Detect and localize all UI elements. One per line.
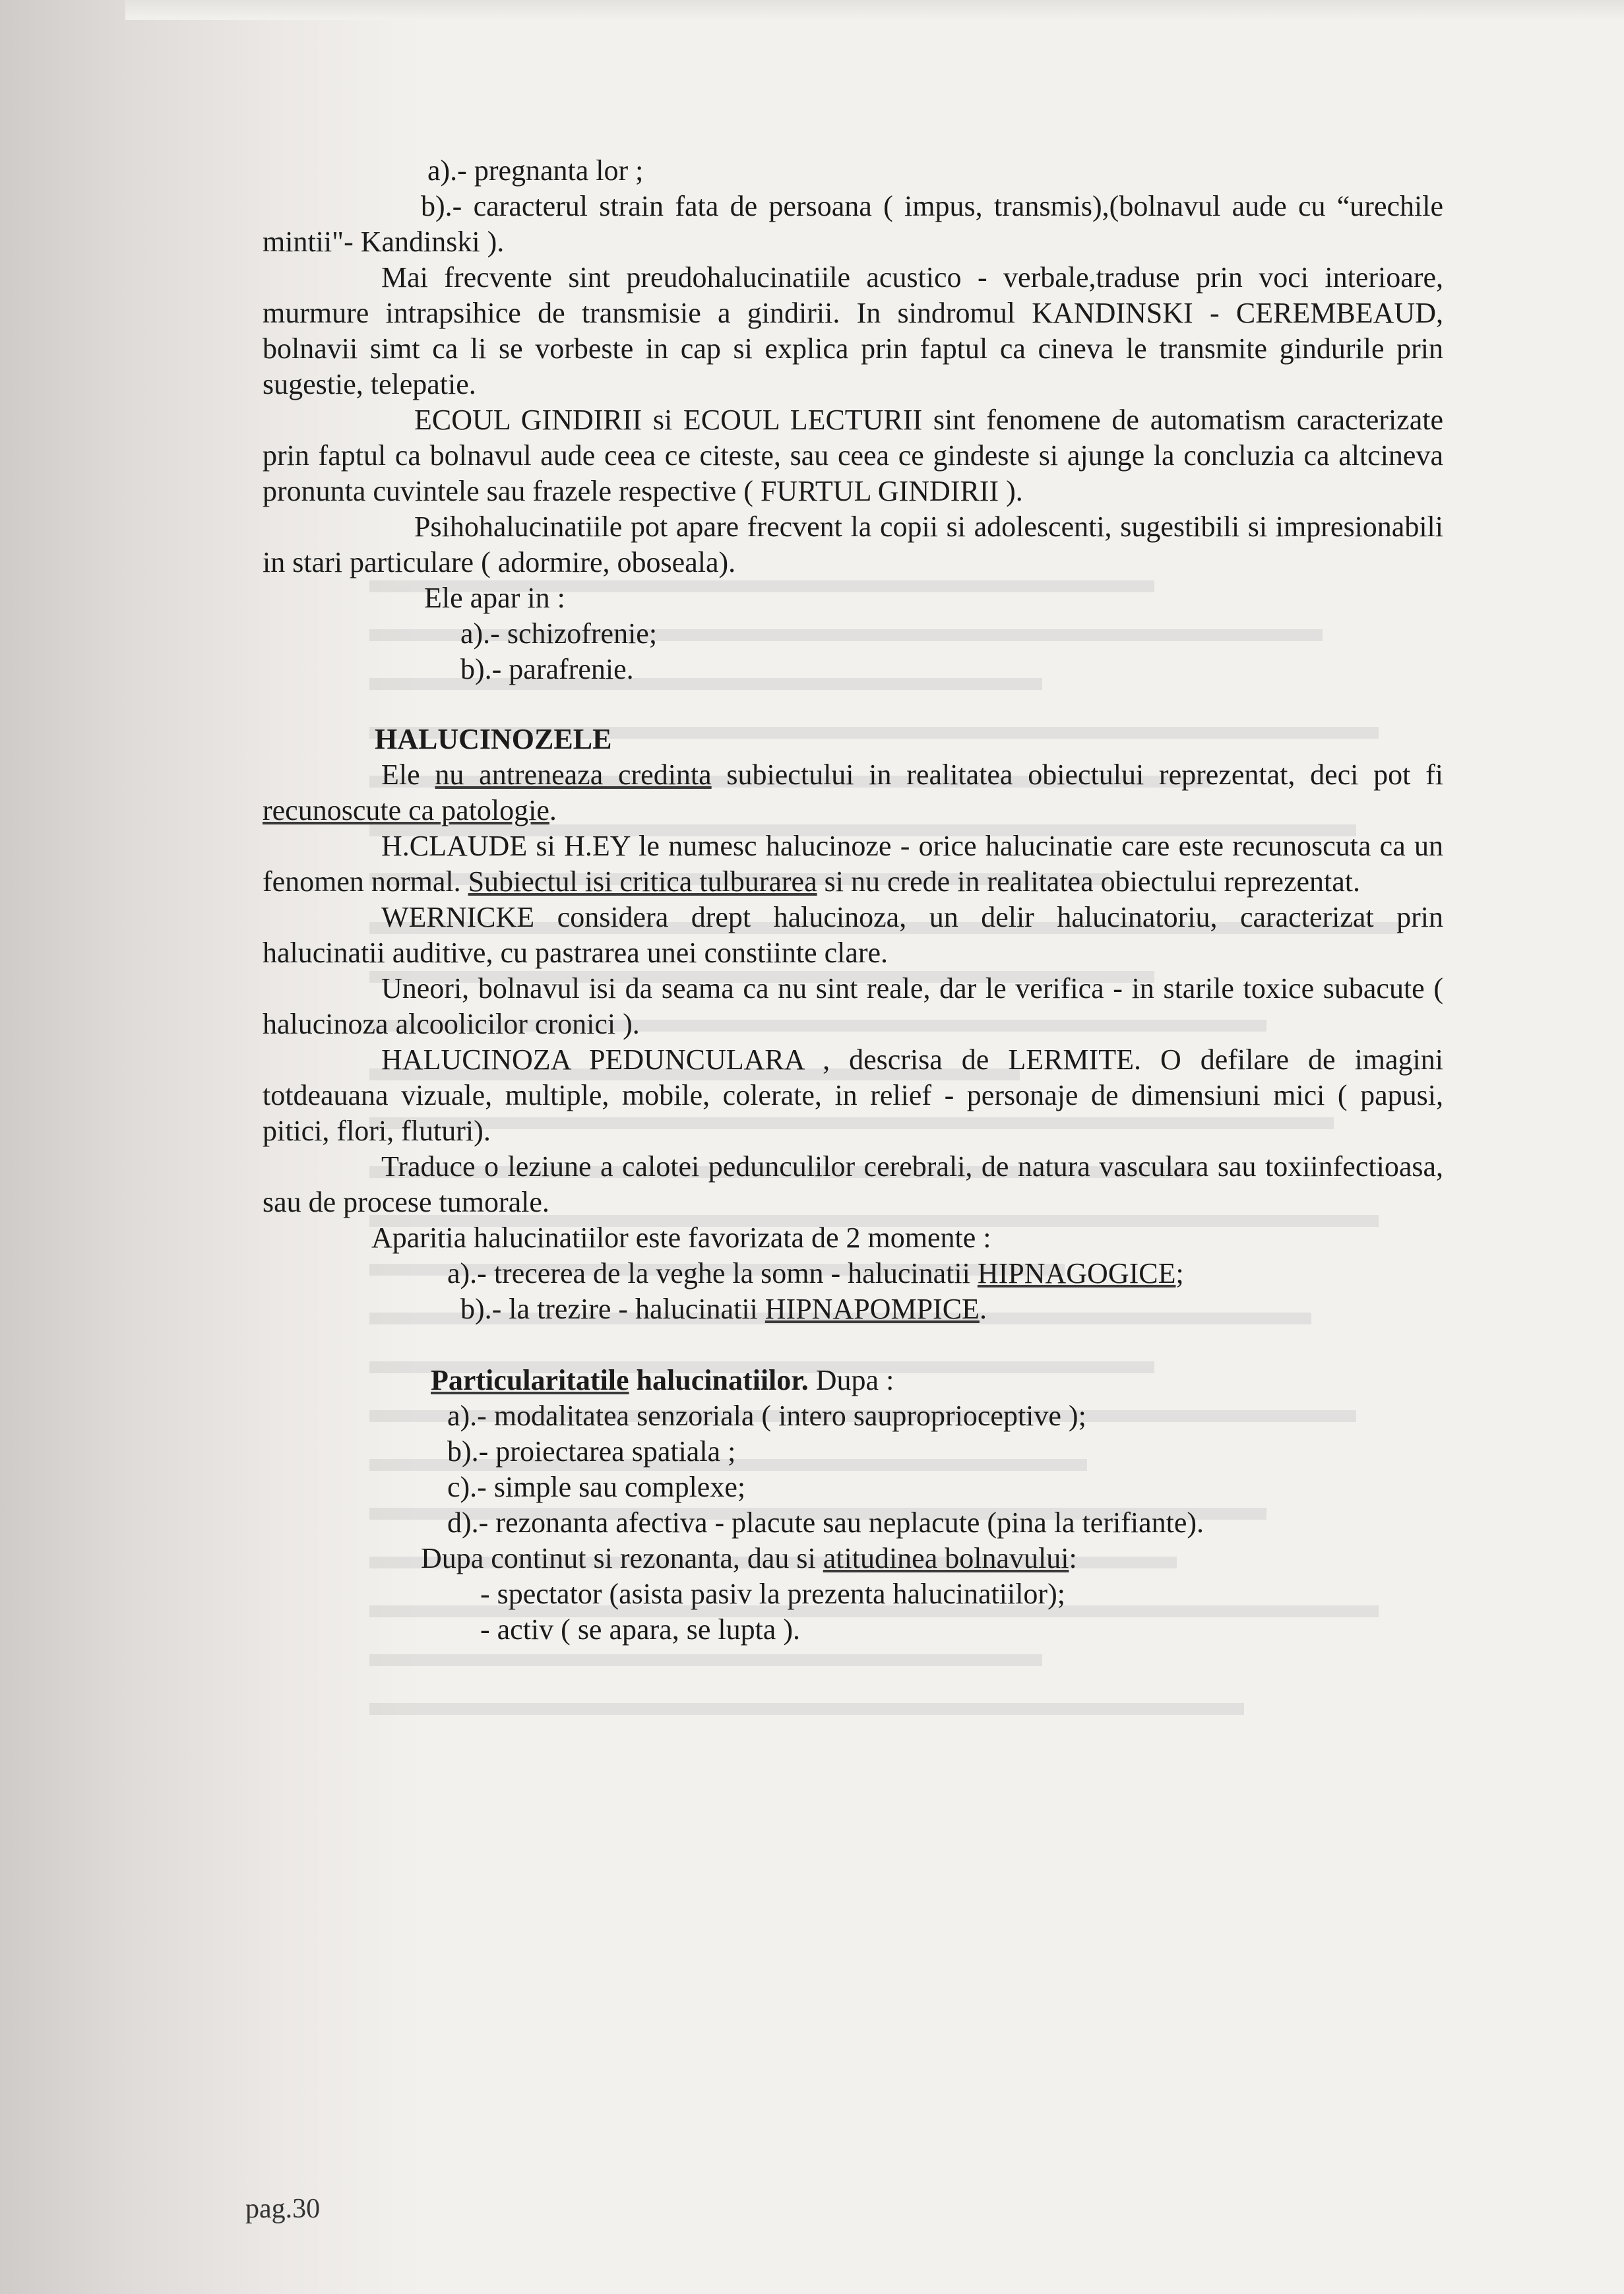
para-halucinoza-pedunculara: HALUCINOZA PEDUNCULARA , descrisa de LERMITE. O defilare de imagini totdeauana vizuale, multiple, mobile, colerate, in relief - personaje de dimensiuni mici ( papusi, pitici, flori, fluturi). <box>263 1043 1443 1147</box>
page-top-edge <box>125 0 1624 20</box>
item-spectator: - spectator (asista pasiv la prezenta halucinatiilor); <box>480 1578 1065 1610</box>
line-b: b).- caracterul strain fata de persoana ( impus, transmis),(bolnavul aude cu “urechile mintii"- Kandinski ). <box>263 190 1443 258</box>
item-parafrenie: b).- parafrenie. <box>460 653 634 685</box>
underline-nu-antreneaza: nu antreneaza credinta <box>435 759 712 791</box>
item-schizofrenie: a).- schizofrenie; <box>460 617 658 650</box>
item-proiectarea: b).- proiectarea spatiala ; <box>447 1435 736 1468</box>
underline-critica: Subiectul isi critica tulburarea <box>468 865 817 898</box>
para-pseudohalucinatii: Mai frecvente sint preudohalucinatiile acustico - verbale,traduse prin voci interioare, murmure intrapsihice de transmisie a gindirii. In sindromul KANDINSKI - CEREMBEAUD, bolnavii simt ca li se vorbeste in cap si explica prin faptul ca cineva le transmite gindurile prin sugestie, telepatie. <box>263 261 1443 400</box>
line-dupa-continut: Dupa continut si rezonanta, dau si atitudinea bolnavului: <box>421 1542 1077 1574</box>
para-uneori: Uneori, bolnavul isi da seama ca nu sint reale, dar le verifica - in starile toxice subacute ( halucinoza alcoolicilor cronici ). <box>263 972 1443 1040</box>
item-modalitatea: a).- modalitatea senzoriala ( intero sauproprioceptive ); <box>447 1400 1086 1432</box>
heading-particularitatile: Particularitatile halucinatiilor. Dupa : <box>431 1364 894 1396</box>
underline-particularitatile: Particularitatile <box>431 1364 629 1396</box>
para-psihohalucinatii: Psihohalucinatiile pot apare frecvent la copii si adolescenti, sugestibili si impresionabili in stari particulare ( adormire, oboseala). <box>263 511 1443 578</box>
heading-halucinozele: HALUCINOZELE <box>375 723 612 755</box>
para-wernicke: WERNICKE considera drept halucinoza, un delir halucinatoriu, caracterizat prin halucinatii auditive, cu pastrarea unei constiinte clare. <box>263 901 1443 969</box>
para-ecoul-gindirii: ECOUL GINDIRII si ECOUL LECTURII sint fenomene de automatism caracterizate prin faptul ca bolnavul aude ceea ce citeste, sau ceea ce gindeste si ajunge la concluzia ca altcineva pronunta cuvintele sau frazele respective ( FURTUL GINDIRII ). <box>263 404 1443 507</box>
underline-atitudinea: atitudinea bolnavului <box>823 1542 1069 1574</box>
underline-hipnagogice: HIPNAGOGICE <box>977 1257 1176 1289</box>
page-body <box>263 153 1443 1648</box>
line-a: a).- pregnanta lor ; <box>427 154 644 187</box>
item-hipnagogice: a).- trecerea de la veghe la somn - halucinatii HIPNAGOGICE; <box>447 1257 1184 1289</box>
para-claude-ey: H.CLAUDE si H.EY le numesc halucinoze - orice halucinatie care este recunoscuta ca un fenomen normal. Subiectul isi critica tulburarea si nu crede in realitatea obiectului reprezentat. <box>263 830 1443 898</box>
item-hipnapompice: b).- la trezire - halucinatii HIPNAPOMPICE. <box>460 1293 987 1325</box>
para-halucinoze-1: Ele nu antreneaza credinta subiectului in realitatea obiectului reprezentat, deci pot fi recunoscute ca patologie. <box>263 759 1443 826</box>
underline-hipnapompice: HIPNAPOMPICE <box>765 1293 980 1325</box>
item-simple: c).- simple sau complexe; <box>447 1471 746 1503</box>
line-aparitia: Aparitia halucinatiilor este favorizata de 2 momente : <box>371 1222 991 1254</box>
item-activ: - activ ( se apara, se lupta ). <box>480 1613 800 1646</box>
underline-recunoscute: recunoscute ca patologie <box>263 794 549 826</box>
line-ele-apar: Ele apar in : <box>424 582 565 614</box>
para-traduce: Traduce o leziune a calotei pedunculilor cerebrali, de natura vasculara sau toxiinfectioasa, sau de procese tumorale. <box>263 1150 1443 1218</box>
page-number: pag.30 <box>245 2194 321 2224</box>
item-rezonanta: d).- rezonanta afectiva - placute sau neplacute (pina la terifiante). <box>447 1506 1204 1539</box>
